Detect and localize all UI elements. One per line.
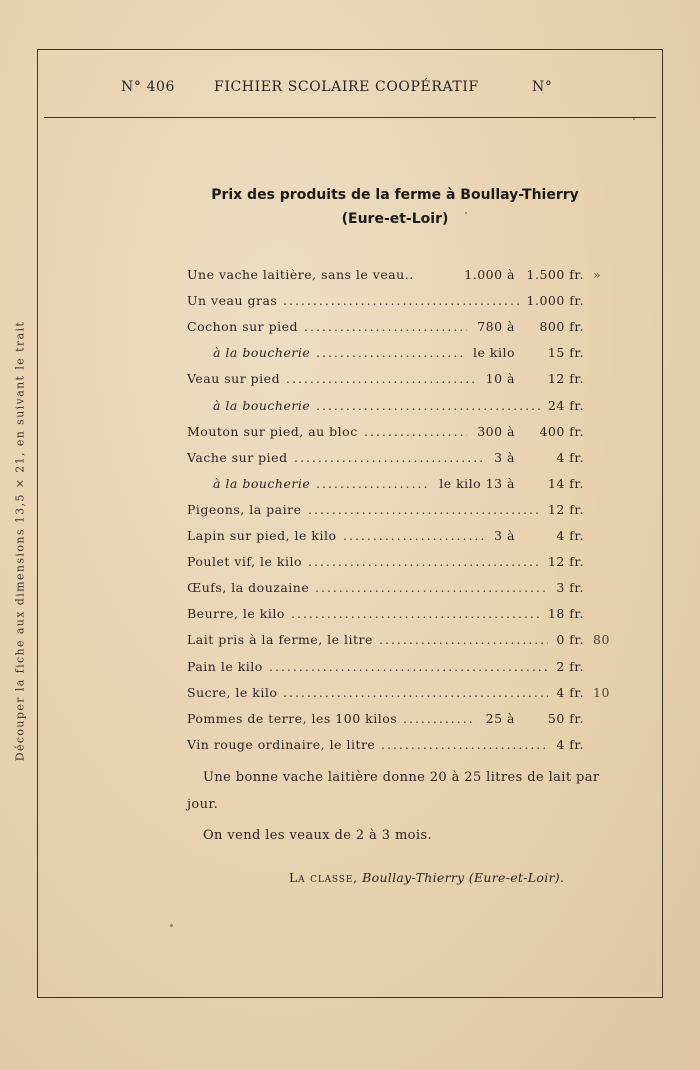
price-value: 4 fr.	[556, 684, 584, 700]
price-row	[0, 578, 700, 598]
price-value: 12 fr.	[547, 501, 584, 517]
signature-department: (Eure-et-Loir).	[468, 870, 565, 885]
signature-class: La classe,	[289, 870, 358, 885]
product-label: à la boucherie	[213, 345, 311, 361]
price-range-low: le kilo 13 à	[439, 475, 515, 491]
leader-dots	[379, 630, 548, 650]
price-row	[0, 552, 700, 572]
leader-dots	[343, 526, 484, 546]
leader-dots	[308, 552, 540, 572]
note-veal: On vend les veaux de 2 à 3 mois.	[203, 828, 433, 843]
cutting-instruction-text: Découper la fiche aux dimensions 13,5 × 21, en suivant le trait	[13, 320, 27, 762]
product-label: Cochon sur pied	[187, 319, 299, 335]
leader-dots	[269, 657, 548, 677]
card-number-blank: N°	[532, 79, 553, 95]
price-value: 2 fr.	[556, 658, 584, 674]
price-value: 14 fr.	[547, 475, 584, 491]
product-label: à la boucherie	[213, 397, 311, 413]
leader-dots	[316, 396, 540, 416]
price-value: 12 fr.	[547, 554, 584, 570]
price-row	[0, 317, 700, 337]
price-extra: 10	[593, 684, 610, 700]
price-range-low: 10 à	[485, 371, 515, 387]
price-row	[0, 291, 700, 311]
price-extra: »	[593, 267, 602, 282]
price-range-low: 3 à	[494, 449, 515, 465]
price-range-low: 1.000 à	[464, 267, 515, 282]
price-value: 4 fr.	[556, 449, 584, 465]
price-value: 18 fr.	[547, 606, 584, 622]
signature	[289, 870, 564, 885]
product-label: Pommes de terre, les 100 kilos	[187, 710, 398, 726]
product-label: Lait pris à la ferme, le litre	[187, 632, 373, 648]
leader-dots	[364, 422, 467, 442]
price-row	[0, 369, 700, 389]
price-row	[0, 709, 700, 729]
paper-speck	[465, 212, 467, 214]
title-line-2: (Eure-et-Loir)	[341, 211, 449, 227]
product-label: Mouton sur pied, au bloc	[187, 423, 358, 439]
card-number: N° 406	[121, 79, 176, 95]
leader-dots	[283, 683, 548, 703]
price-row	[0, 657, 700, 677]
price-range-low: 25 à	[485, 710, 515, 726]
product-label: Un veau gras	[187, 293, 278, 309]
product-label: Vache sur pied	[187, 449, 288, 465]
product-label: Pigeons, la paire	[187, 501, 302, 517]
leader-dots	[316, 474, 429, 494]
price-value: 1.500 fr.	[526, 267, 584, 282]
price-row	[0, 630, 700, 650]
product-label: Une vache laitière, sans le veau..	[187, 267, 414, 282]
price-range-low: le kilo	[473, 345, 515, 361]
price-row	[0, 448, 700, 468]
paper-speck	[170, 924, 173, 927]
leader-dots	[304, 317, 467, 337]
leader-dots	[294, 448, 484, 468]
price-row	[0, 735, 700, 755]
leader-dots	[308, 500, 540, 520]
product-label: Veau sur pied	[187, 371, 281, 387]
title-line-1: Prix des produits de la ferme à Boullay-Thierry	[211, 187, 579, 203]
leader-dots	[286, 369, 476, 389]
product-label: Poulet vif, le kilo	[187, 554, 303, 570]
price-value: 3 fr.	[556, 580, 584, 596]
price-range-low: 3 à	[494, 528, 515, 543]
signature-place: Boullay-Thierry	[362, 870, 465, 885]
price-value: 0 fr.	[556, 632, 584, 648]
price-row	[0, 265, 700, 285]
leader-dots	[283, 291, 519, 311]
price-value: 15 fr.	[547, 345, 584, 361]
price-row	[0, 422, 700, 442]
leader-dots	[403, 709, 476, 729]
price-value: 400 fr.	[539, 423, 584, 439]
leader-dots	[291, 604, 540, 624]
price-value: 50 fr.	[547, 710, 584, 726]
price-range-low: 780 à	[477, 319, 515, 335]
price-value: 12 fr.	[547, 371, 584, 387]
price-value: 24 fr.	[547, 397, 584, 413]
price-row	[0, 396, 700, 416]
price-row	[0, 604, 700, 624]
leader-dots	[315, 578, 548, 598]
note-paragraph: Une bonne vache laitière donne 20 à 25 litres de lait par jour.	[187, 770, 600, 812]
product-label: Beurre, le kilo	[187, 606, 285, 622]
price-extra: 80	[593, 632, 610, 648]
price-value: 800 fr.	[539, 319, 584, 335]
card-series-title: FICHIER SCOLAIRE COOPÉRATIF	[214, 79, 479, 95]
price-row	[0, 683, 700, 703]
price-row	[0, 500, 700, 520]
price-row	[0, 526, 700, 546]
product-label: Vin rouge ordinaire, le litre	[187, 736, 376, 752]
price-range-low: 300 à	[477, 423, 515, 439]
price-row	[0, 343, 700, 363]
product-label: Lapin sur pied, le kilo	[187, 528, 337, 543]
leader-dots	[316, 343, 463, 363]
product-label: à la boucherie	[213, 475, 311, 491]
product-label: Œufs, la douzaine	[187, 580, 310, 596]
price-value: 1.000 fr.	[526, 293, 584, 309]
price-row	[0, 474, 700, 494]
leader-dots	[381, 735, 548, 755]
product-label: Pain le kilo	[187, 658, 263, 674]
paper-speck	[633, 118, 635, 120]
price-value: 4 fr.	[556, 528, 584, 543]
product-label: Sucre, le kilo	[187, 684, 278, 700]
price-value: 4 fr.	[556, 736, 584, 752]
